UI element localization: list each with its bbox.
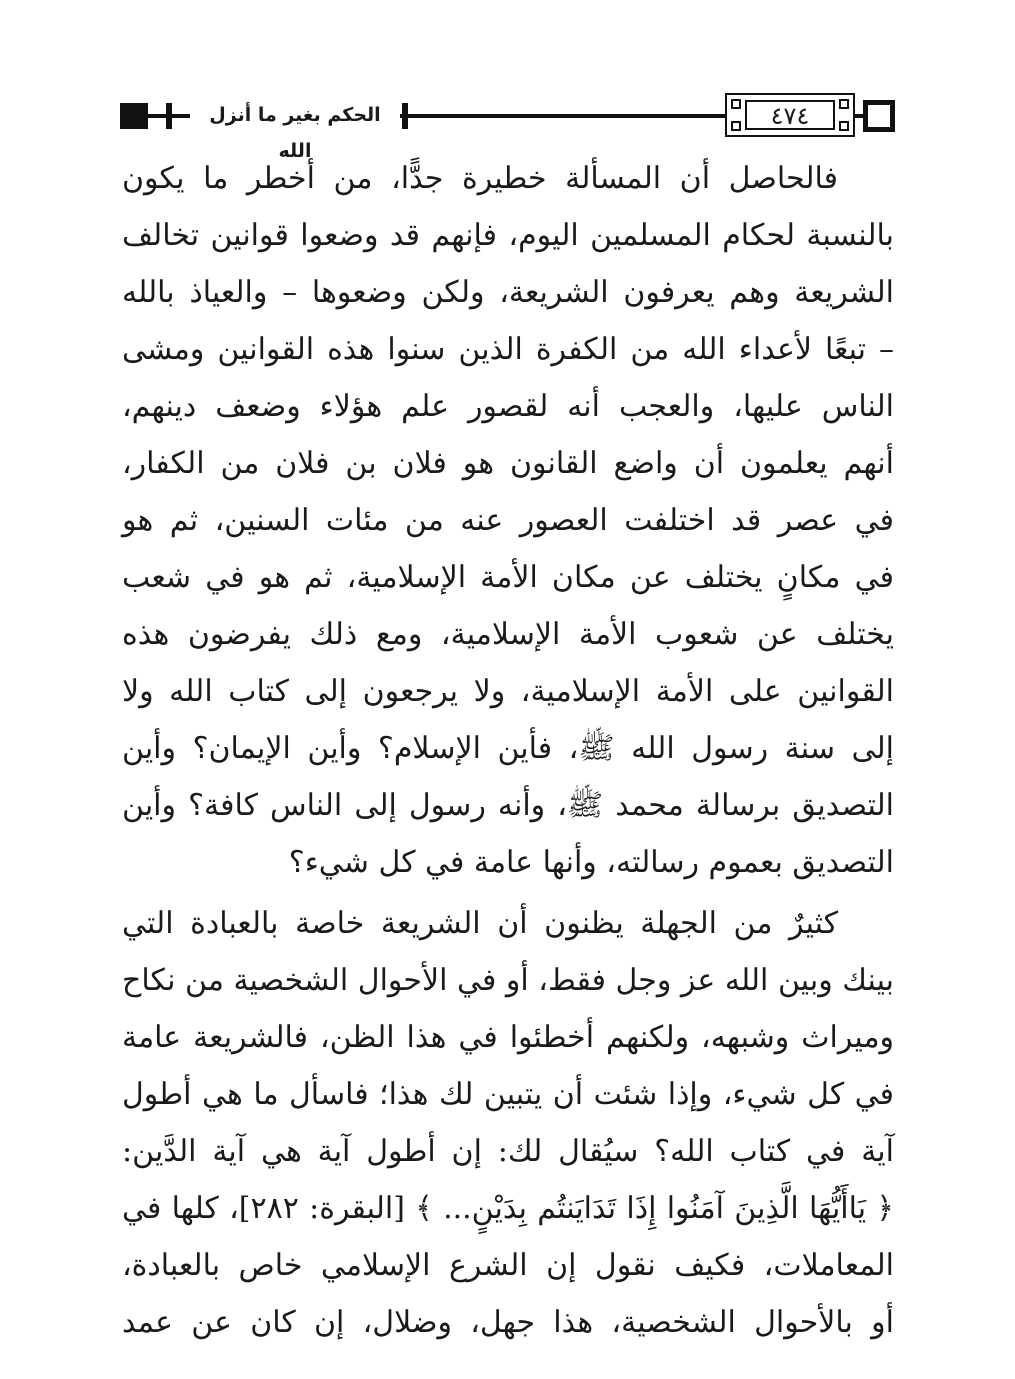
running-title: الحكم بغير ما أنزل الله bbox=[190, 97, 400, 133]
text-line: القوانين على الأمة الإسلامية، ولا يرجعون إلى كتاب الله ولا bbox=[122, 674, 894, 709]
text-line: فالحاصل أن المسألة خطيرة جدًّا، من أخطر ما يكون bbox=[122, 161, 838, 196]
text-line: أنهم يعلمون أن واضع القانون هو فلان بن فلان من الكفار، bbox=[122, 446, 894, 481]
header-square-ornament bbox=[863, 100, 895, 132]
text-line: التصديق بعموم رسالته، وأنها عامة في كل شيء؟ bbox=[288, 845, 894, 880]
text-line: التصديق برسالة محمد ﷺ، وأنه رسول إلى الناس كافة؟ وأين bbox=[122, 788, 894, 823]
text-line: المعاملات، فكيف نقول إن الشرع الإسلامي خاص بالعبادة، bbox=[122, 1248, 894, 1283]
text-line: الناس عليها، والعجب أنه لقصور علم هؤلاء وضعف دينهم، bbox=[122, 389, 894, 424]
text-line: الشريعة وهم يعرفون الشريعة، ولكن وضعوها – والعياذ بالله bbox=[122, 275, 894, 310]
text-line: في عصر قد اختلفت العصور عنه من مئات السنين، ثم هو bbox=[122, 503, 895, 538]
text-line: إلى سنة رسول الله ﷺ، فأين الإسلام؟ وأين الإيمان؟ وأين bbox=[122, 731, 894, 766]
paragraph-1 bbox=[122, 150, 894, 891]
text-line: بينك وبين الله عز وجل فقط، أو في الأحوال الشخصية من نكاح bbox=[122, 963, 894, 998]
page-header bbox=[120, 92, 895, 162]
header-ornament-bar bbox=[166, 103, 172, 129]
text-line: يختلف عن شعوب الأمة الإسلامية، ومع ذلك يفرضون هذه bbox=[122, 617, 894, 652]
page-number: ٤٧٤ bbox=[745, 100, 835, 130]
text-line: بالنسبة لحكام المسلمين اليوم، فإنهم قد وضعوا قوانين تخالف bbox=[122, 218, 894, 253]
paragraph-2 bbox=[122, 895, 894, 1351]
header-ornament-bar-right bbox=[402, 103, 408, 129]
text-line: آية في كتاب الله؟ سيُقال لك: إن أطول آية هي آية الدَّين: bbox=[122, 1134, 894, 1169]
header-ornament-block bbox=[120, 103, 148, 129]
quran-verse-line: ﴿ يَاأَيُّهَا الَّذِينَ آمَنُوا إِذَا تَدَايَنتُم بِدَيْنٍ... ﴾ [البقرة: ٢٨٢]، كلها في bbox=[122, 1191, 894, 1226]
text-line: في كل شيء، وإذا شئت أن يتبين لك هذا؛ فاسأل ما هي أطول bbox=[122, 1077, 894, 1112]
text-line: أو بالأحوال الشخصية، هذا جهل، وضلال، إن كان عن عمد bbox=[122, 1305, 894, 1340]
text-line: في مكانٍ يختلف عن مكان الأمة الإسلامية، ثم هو في شعب bbox=[122, 560, 894, 595]
page-number-frame bbox=[725, 93, 855, 137]
text-line: كثيرٌ من الجهلة يظنون أن الشريعة خاصة بالعبادة التي bbox=[122, 906, 838, 941]
text-line: وميراث وشبهه، ولكنهم أخطئوا في هذا الظن، فالشريعة عامة bbox=[122, 1020, 894, 1055]
text-line: – تبعًا لأعداء الله من الكفرة الذين سنوا هذه القوانين ومشى bbox=[122, 332, 894, 367]
